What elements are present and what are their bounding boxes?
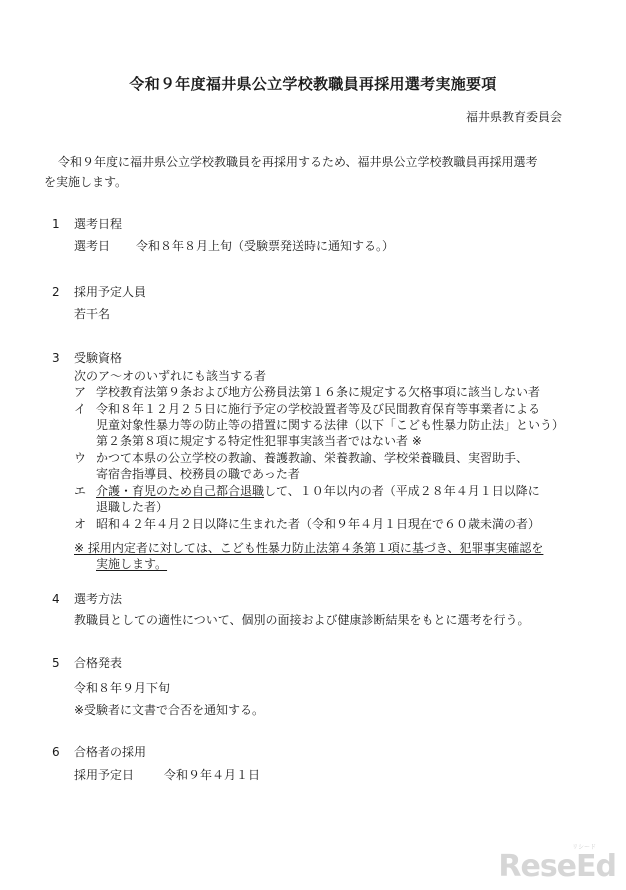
note-line-2: 実施します。: [96, 557, 168, 571]
item-i-text-1: 令和８年１２月２５日に施行予定の学校設置者等及び民間教育保育等事業者による: [96, 402, 541, 416]
section-3-heading: 受験資格: [74, 351, 123, 365]
section-3-lead: 次のア～オのいずれにも該当する者: [74, 369, 267, 383]
section-2-heading: 採用予定人員: [74, 285, 147, 299]
item-a-mark: ア: [74, 385, 87, 399]
intro-line-1: 令和９年度に福井県公立学校教職員を再採用するため、福井県公立学校教職員再採用選考: [58, 155, 538, 169]
item-o-text: 昭和４２年４月２日以降に生まれた者（令和９年４月１日現在で６０歳未満の者）: [96, 517, 541, 531]
item-e-text-1: [96, 483, 540, 499]
section-6-number: 6: [52, 745, 60, 759]
item-i-text-2: 児童対象性暴力等の防止等の措置に関する法律（以下「こども性暴力防止法」という）: [96, 418, 565, 432]
section-4-number: 4: [52, 592, 60, 606]
section-6-heading: 合格者の採用: [74, 745, 147, 759]
section-1-value: 令和８年８月上旬（受験票発送時に通知する。）: [136, 239, 395, 253]
section-1-heading: 選考日程: [74, 217, 123, 231]
note-line-1: ※ 採用内定者に対しては、こども性暴力防止法第４条第１項に基づき、犯罪事実確認を: [74, 541, 544, 555]
item-e-underlined-text: 介護・育児のため自己都合退職: [96, 484, 265, 498]
section-2-body: 若干名: [74, 307, 111, 321]
item-u-text-1: かつて本県の公立学校の教諭、養護教諭、栄養教諭、学校栄養職員、実習助手、: [96, 451, 529, 465]
section-6-label: 採用予定日: [74, 768, 135, 782]
section-1-label: 選考日: [74, 239, 111, 253]
watermark-brand: ReseEd: [498, 849, 616, 884]
watermark-subtext: リシード: [571, 844, 596, 851]
document-title: 令和９年度福井県公立学校教職員再採用選考実施要項: [129, 75, 497, 93]
item-e-text-2: 退職した者）: [96, 500, 169, 514]
issuer-name: 福井県教育委員会: [465, 110, 562, 124]
reseed-watermark-logo: [498, 844, 616, 884]
item-e-mark: エ: [74, 484, 87, 498]
section-3-number: 3: [52, 351, 60, 365]
section-5-heading: 合格発表: [74, 656, 123, 670]
item-u-mark: ウ: [74, 451, 87, 465]
item-a-text: 学校教育法第９条および地方公務員法第１６条に規定する欠格事項に該当しない者: [96, 385, 541, 399]
section-1-number: 1: [52, 217, 60, 231]
section-5-line-1: 令和８年９月下旬: [74, 681, 171, 695]
item-e-rest-text: して、１０年以内の者（平成２８年４月１日以降に: [264, 484, 540, 498]
section-4-heading: 選考方法: [74, 592, 123, 606]
section-5-number: 5: [52, 656, 60, 670]
intro-paragraph: [44, 152, 589, 192]
item-u-text-2: 寄宿舎指導員、校務員の職であった者: [96, 467, 300, 481]
item-i-text-3: 第２条第８項に規定する特定性犯罪事実該当者ではない者 ※: [96, 434, 422, 448]
intro-line-2: を実施します。: [44, 175, 128, 189]
section-6-value: 令和９年４月１日: [164, 768, 261, 782]
item-o-mark: オ: [74, 517, 87, 531]
item-i-mark: イ: [74, 402, 87, 416]
section-5-line-2: ※受験者に文書で合否を通知する。: [74, 703, 265, 717]
section-4-body: 教職員としての適性について、個別の面接および健康診断結果をもとに選考を行う。: [74, 613, 530, 627]
section-2-number: 2: [52, 285, 60, 299]
